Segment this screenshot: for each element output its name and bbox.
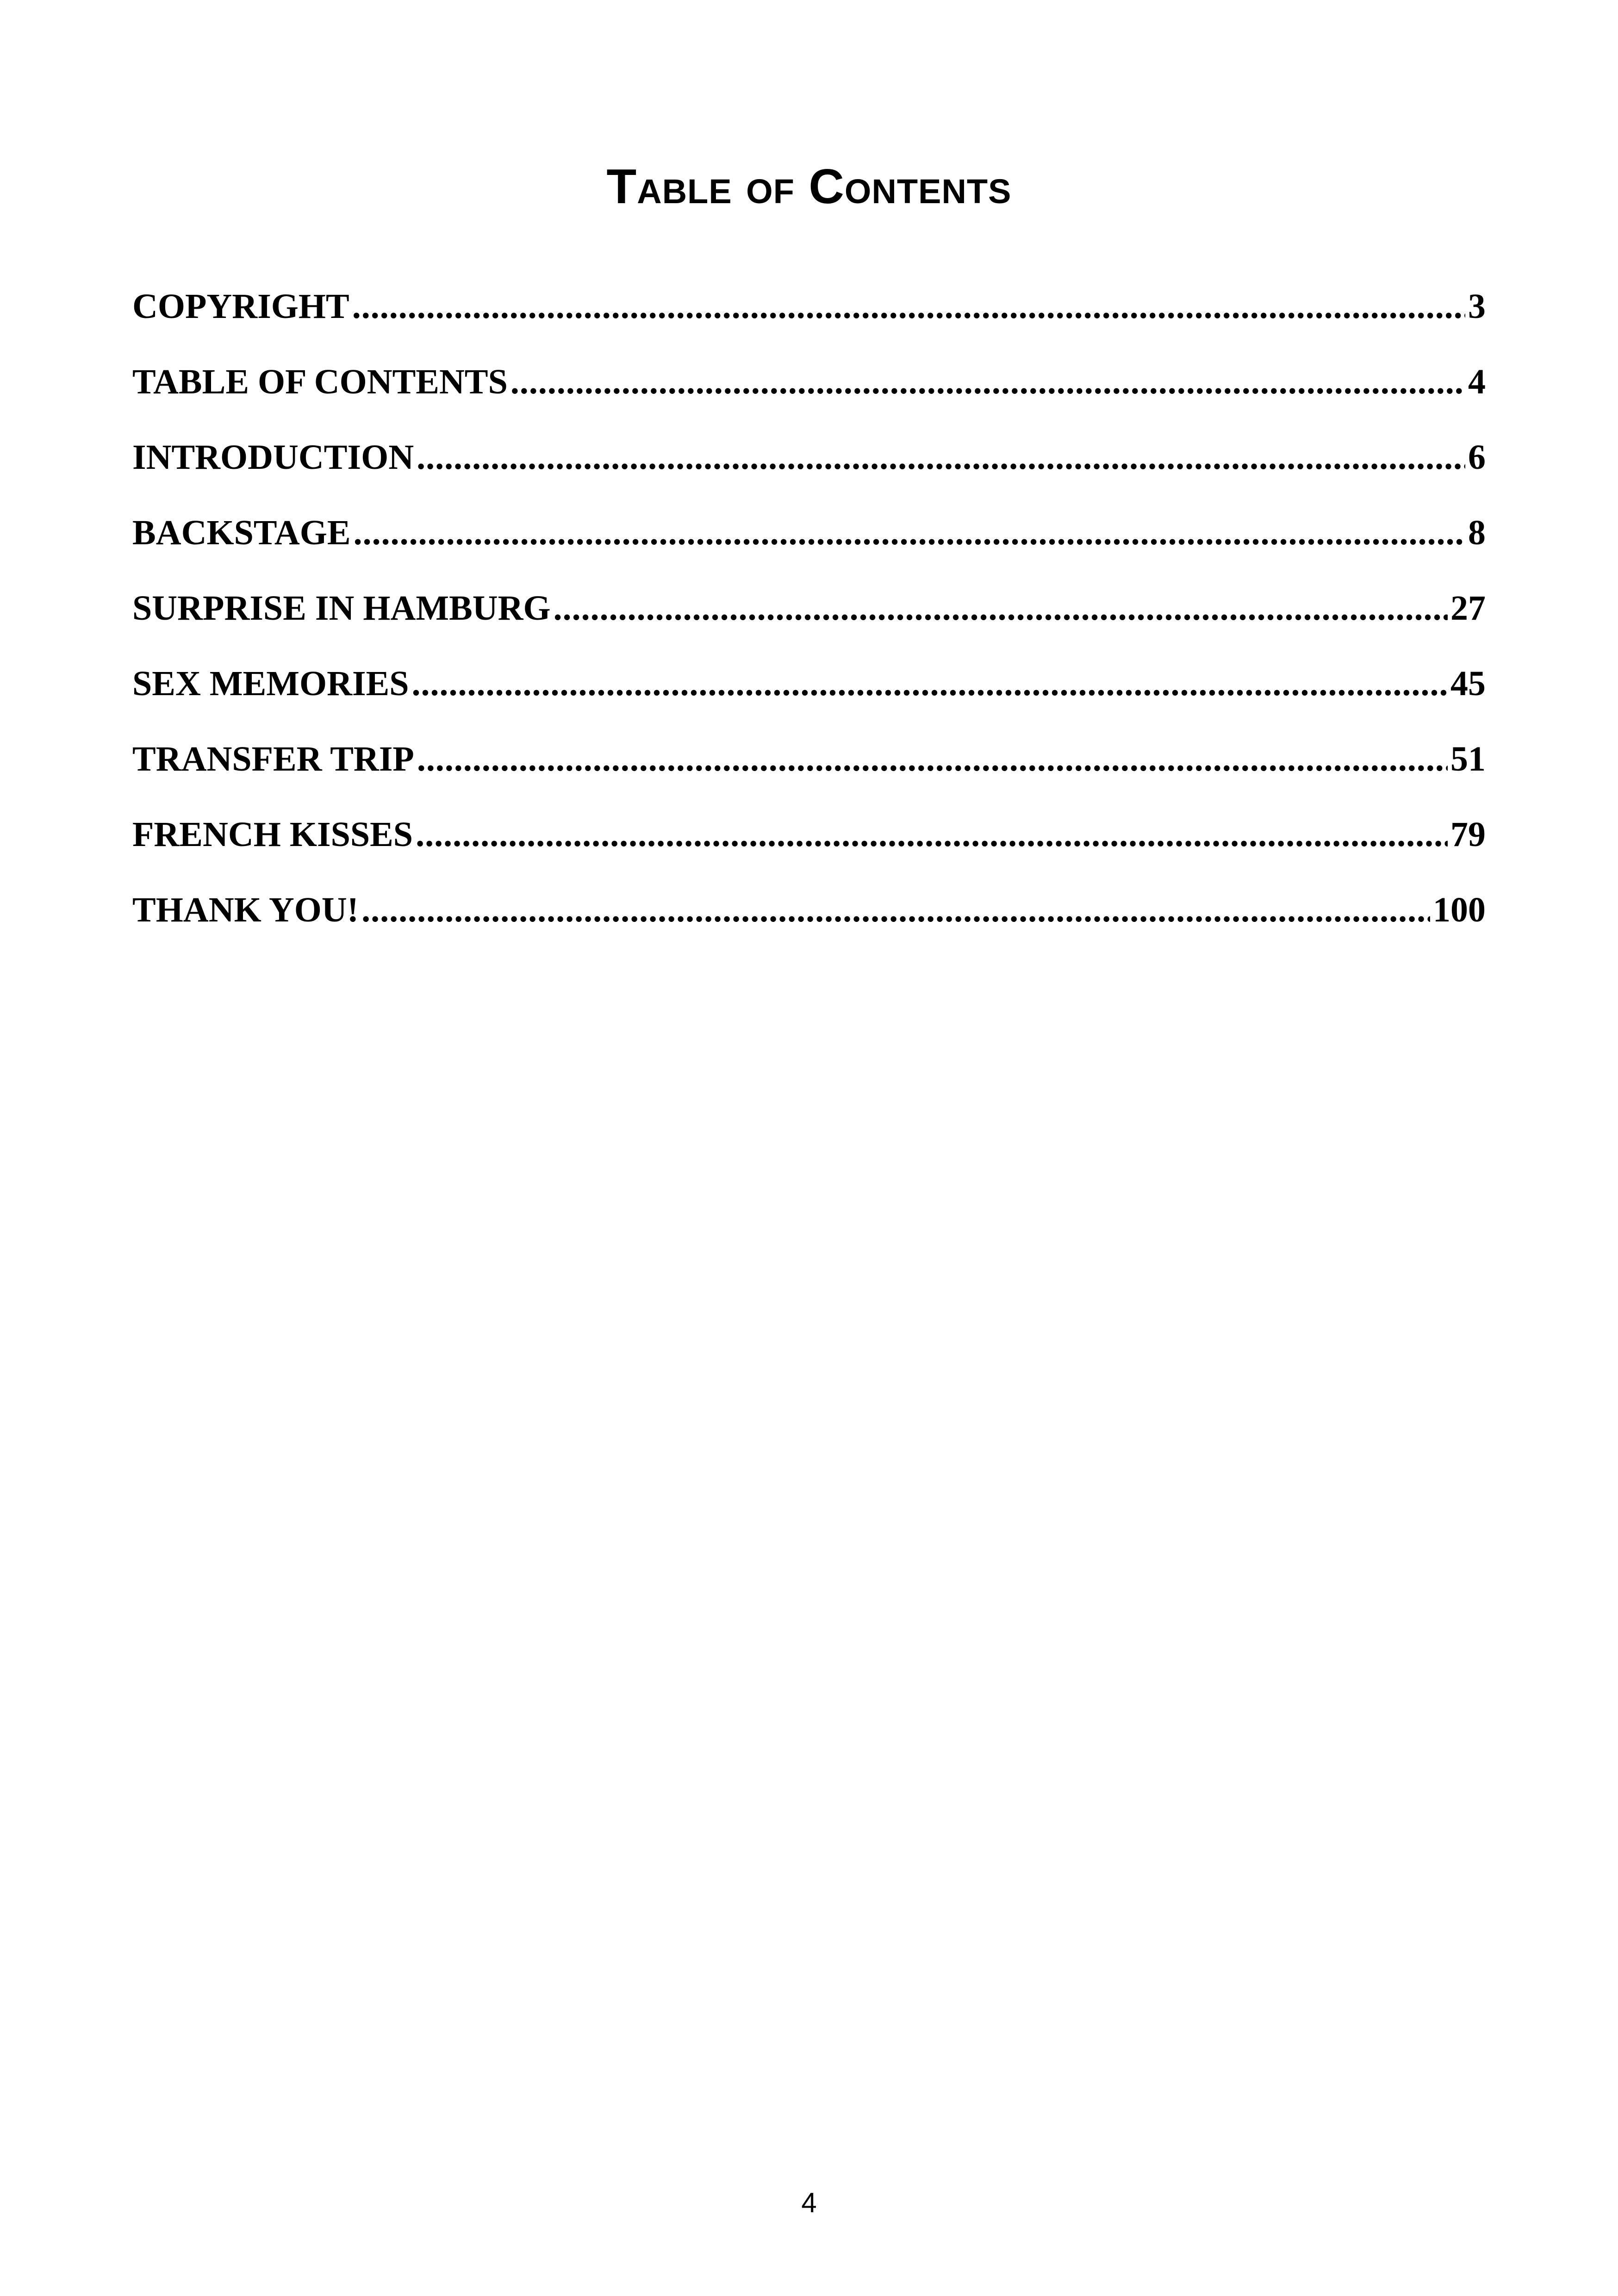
- toc-dot-leader: [361, 887, 1430, 933]
- toc-entry-title: TRANSFER TRIP: [132, 740, 414, 778]
- toc-entry-introduction[interactable]: [132, 434, 1486, 510]
- toc-entry-page: 8: [1468, 513, 1486, 552]
- toc-dot-leader: [510, 359, 1465, 405]
- toc-entry-title: THANK YOU!: [132, 890, 359, 929]
- toc-dot-leader: [416, 811, 1448, 858]
- toc-entry-backstage[interactable]: [132, 510, 1486, 585]
- toc-entry-sex-memories[interactable]: [132, 660, 1486, 736]
- toc-entry-transfer-trip[interactable]: [132, 736, 1486, 811]
- toc-entry-french-kisses[interactable]: [132, 811, 1486, 887]
- toc-entry-title: SURPRISE IN HAMBURG: [132, 589, 551, 628]
- table-of-contents: [132, 283, 1486, 962]
- toc-dot-leader: [554, 585, 1448, 631]
- toc-entry-title: FRENCH KISSES: [132, 815, 413, 854]
- toc-entry-table-of-contents[interactable]: [132, 359, 1486, 434]
- toc-entry-page: 79: [1450, 815, 1486, 854]
- toc-entry-page: 45: [1450, 664, 1486, 703]
- toc-entry-page: 6: [1468, 438, 1486, 477]
- toc-entry-title: TABLE OF CONTENTS: [132, 362, 508, 401]
- toc-entry-page: 4: [1468, 362, 1486, 401]
- toc-entry-copyright[interactable]: [132, 283, 1486, 359]
- toc-entry-page: 27: [1450, 589, 1486, 628]
- toc-entry-title: BACKSTAGE: [132, 513, 351, 552]
- toc-dot-leader: [417, 434, 1465, 480]
- toc-entry-title: COPYRIGHT: [132, 287, 349, 326]
- toc-entry-page: 3: [1468, 287, 1486, 326]
- toc-dot-leader: [412, 660, 1448, 707]
- toc-dot-leader: [417, 736, 1448, 782]
- toc-dot-leader: [354, 510, 1465, 556]
- toc-dot-leader: [352, 283, 1465, 330]
- page-title: Table of Contents: [606, 159, 1012, 214]
- toc-entry-thank-you[interactable]: [132, 887, 1486, 962]
- toc-entry-surprise-in-hamburg[interactable]: [132, 585, 1486, 660]
- toc-entry-title: INTRODUCTION: [132, 438, 414, 477]
- page-number: 4: [801, 2187, 817, 2218]
- toc-entry-title: SEX MEMORIES: [132, 664, 409, 703]
- toc-entry-page: 51: [1450, 740, 1486, 778]
- toc-entry-page: 100: [1433, 890, 1486, 929]
